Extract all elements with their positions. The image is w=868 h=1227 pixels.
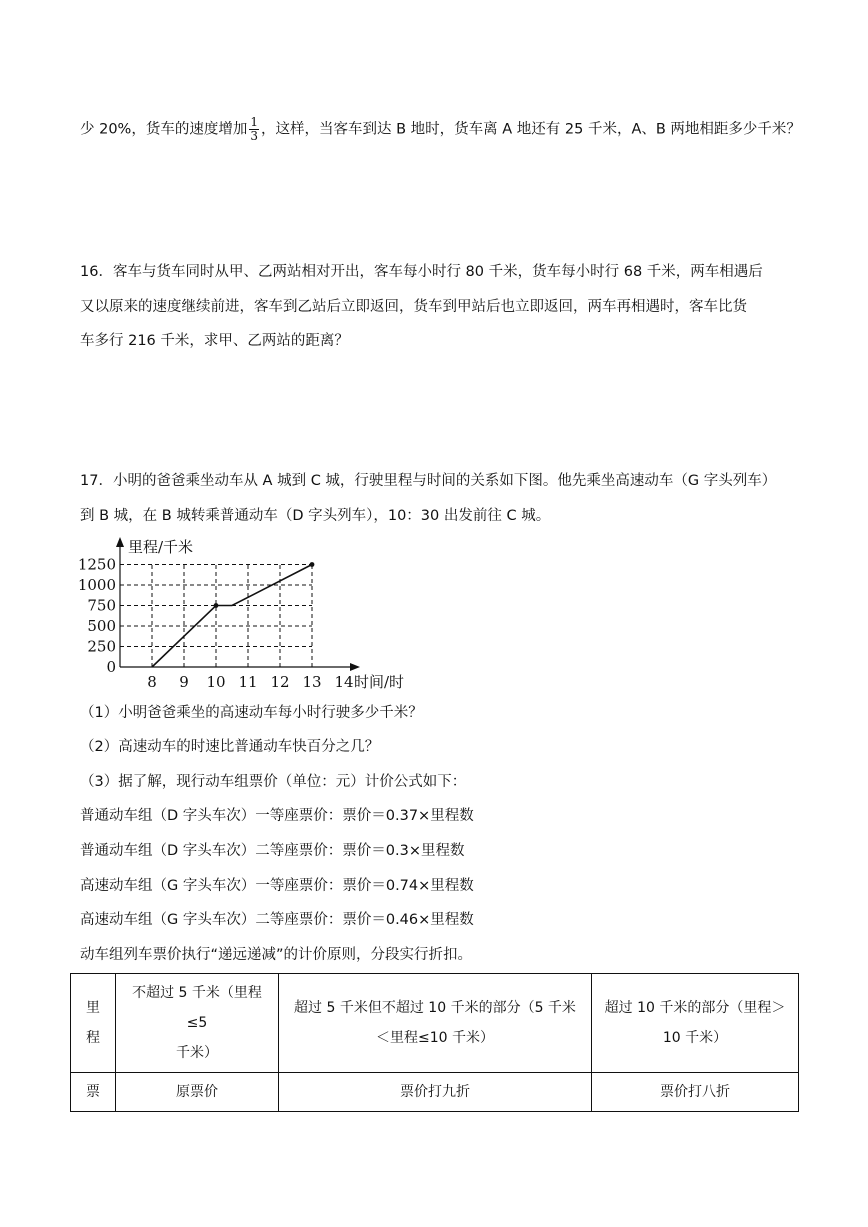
x-tick-label: 14: [334, 673, 354, 691]
header-char: 程: [86, 1030, 100, 1046]
fraction-numerator: 1: [250, 115, 258, 129]
y-axis-label: 里程/千米: [128, 538, 194, 556]
table-cell: 票价打八折: [592, 1073, 799, 1112]
fare-formula-3: 高速动车组（G 字头车次）一等座票价：票价＝0.74×里程数: [80, 878, 474, 894]
table-header-mileage: [71, 974, 116, 1073]
fare-principle: 动车组列车票价执行“递远递减”的计价原则，分段实行折扣。: [80, 947, 473, 963]
cell-text: 10 千米）: [662, 1030, 728, 1046]
q16-line2: 又以原来的速度继续前进，客车到乙站后立即返回，货车到甲站后也立即返回，两车再相遇时，客车比货: [80, 299, 747, 315]
fraction-denominator: 3: [250, 129, 258, 143]
x-tick-label: 10: [206, 673, 226, 691]
q15-before: 少 20%，货车的速度增加: [80, 121, 248, 138]
q17-sub3: （3）据了解，现行动车组票价（单位：元）计价公式如下：: [80, 774, 467, 790]
x-tick-label: 11: [238, 673, 258, 691]
table-row: [71, 974, 799, 1073]
y-tick-label: 1000: [78, 576, 116, 594]
q17-sub1: （1）小明爸爸乘坐的高速动车每小时行驶多少千米？: [80, 705, 423, 721]
fare-formula-2: 普通动车组（D 字头车次）二等座票价：票价＝0.3×里程数: [80, 843, 465, 859]
q16-line1: 16．客车与货车同时从甲、乙两站相对开出，客车每小时行 80 千米，货车每小时行 68 千米，两车相遇后: [80, 264, 763, 280]
cell-text: 千米）: [176, 1045, 218, 1061]
table-header-fare: 票: [71, 1073, 116, 1112]
series-point: [310, 562, 315, 567]
cell-text: 超过 10 千米的部分（里程＞: [604, 1000, 786, 1016]
series-point: [214, 603, 219, 608]
x-tick-label: 12: [270, 673, 290, 691]
y-axis-arrow: [116, 537, 124, 547]
fare-formula-1: 普通动车组（D 字头车次）一等座票价：票价＝0.37×里程数: [80, 808, 474, 824]
series-line: [152, 565, 312, 668]
header-char: 里: [86, 1000, 100, 1016]
q17-line2: 到 B 城，在 B 城转乘普通动车（D 字头列车），10：30 出发前往 C 城。: [80, 508, 551, 524]
y-tick-label: 500: [87, 617, 116, 635]
x-tick-label: 8: [147, 673, 157, 691]
q15-after: ，这样，当客车到达 B 地时，货车离 A 地还有 25 千米，A、B 两地相距多少千米？: [260, 121, 801, 138]
table-cell: [116, 974, 279, 1073]
fare-formula-4: 高速动车组（G 字头车次）二等座票价：票价＝0.46×里程数: [80, 912, 474, 928]
q17-line1: 17．小明的爸爸乘坐动车从 A 城到 C 城，行驶里程与时间的关系如下图。他先乘坐高速动车（G 字头列车）: [80, 473, 777, 489]
table-cell: [592, 974, 799, 1073]
cell-text: 不超过 5 千米（里程≤5: [132, 985, 262, 1031]
x-tick-label: 13: [302, 673, 322, 691]
fraction-one-third: [249, 116, 259, 143]
q15-text: [80, 116, 801, 143]
table-cell: [279, 974, 592, 1073]
fare-discount-table: [70, 973, 799, 1112]
y-tick-label: 250: [87, 637, 116, 656]
table-cell: 原票价: [116, 1073, 279, 1112]
q16-line3: 车多行 216 千米，求甲、乙两站的距离？: [80, 333, 349, 349]
y-tick-label: 0: [106, 658, 116, 676]
y-tick-label: 1250: [78, 555, 116, 574]
x-axis-arrow: [350, 663, 360, 671]
cell-text: ＜里程≤10 千米）: [376, 1030, 494, 1046]
mileage-time-chart: [78, 535, 423, 693]
x-axis-label: 时间/时: [354, 673, 405, 691]
table-row: [71, 1073, 799, 1112]
x-tick-label: 9: [179, 673, 189, 691]
table-cell: 票价打九折: [279, 1073, 592, 1112]
cell-text: 超过 5 千米但不超过 10 千米的部分（5 千米: [294, 1000, 576, 1016]
y-tick-label: 750: [87, 596, 116, 615]
q17-sub2: （2）高速动车的时速比普通动车快百分之几？: [80, 739, 380, 755]
